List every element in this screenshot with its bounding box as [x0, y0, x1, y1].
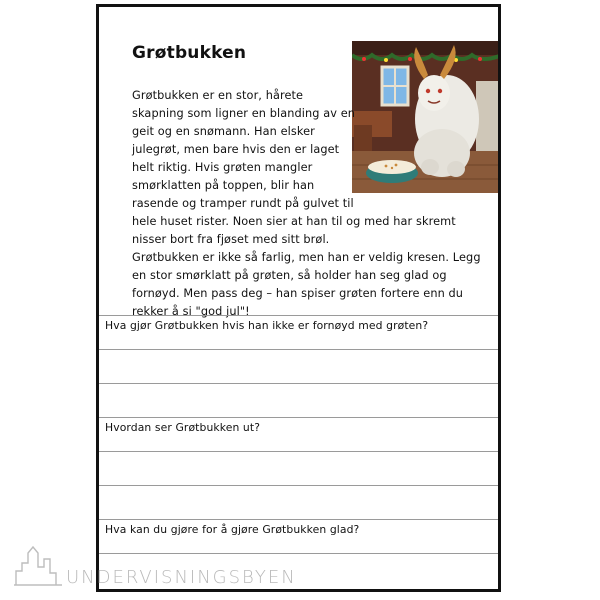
- story-line: rekker å si "god jul"!: [132, 305, 250, 318]
- story-line: julegrøt, men bare hvis den er laget: [132, 143, 340, 156]
- story-text: [132, 87, 481, 321]
- story-line: Grøtbukken er ikke så farlig, men han er veldig kresen. Legg: [132, 251, 481, 264]
- story-line: nisser bort fra fjøset med sitt brøl.: [132, 233, 330, 246]
- story-line: geit og en snømann. Han elsker: [132, 125, 315, 138]
- question-2: Hvordan ser Grøtbukken ut?: [105, 421, 261, 434]
- worksheet-title: Grøtbukken: [132, 43, 247, 63]
- worksheet: [96, 4, 501, 592]
- answer-line: [99, 519, 498, 520]
- story-line: Grøtbukken er en stor, hårete: [132, 89, 304, 102]
- city-skyline-icon: [14, 543, 64, 587]
- answer-line[interactable]: [99, 485, 498, 486]
- story-line: smørklatten på toppen, blir han: [132, 179, 315, 192]
- story-line: fornøyd. Men pass deg – han spiser grøten fortere enn du: [132, 287, 464, 300]
- answer-line[interactable]: [99, 553, 498, 554]
- story-line: skapning som ligner en blanding av en: [132, 107, 356, 120]
- story-line: helt riktig. Hvis grøten mangler: [132, 161, 313, 174]
- answer-line: [99, 417, 498, 418]
- question-3: Hva kan du gjøre for å gjøre Grøtbukken glad?: [105, 523, 360, 536]
- question-1: Hva gjør Grøtbukken hvis han ikke er fornøyd med grøten?: [105, 319, 429, 332]
- watermark-text: UNDERVISNINGSBYEN: [66, 567, 297, 588]
- story-line: en stor smørklatt på grøten, så holder han seg glad og: [132, 269, 447, 282]
- answer-line[interactable]: [99, 451, 498, 452]
- answer-line: [99, 315, 498, 316]
- story-line: hele huset rister. Noen sier at han til og med har skremt: [132, 215, 456, 228]
- story-line: rasende og tramper rundt på gulvet til: [132, 197, 354, 210]
- answer-line[interactable]: [99, 349, 498, 350]
- answer-line[interactable]: [99, 383, 498, 384]
